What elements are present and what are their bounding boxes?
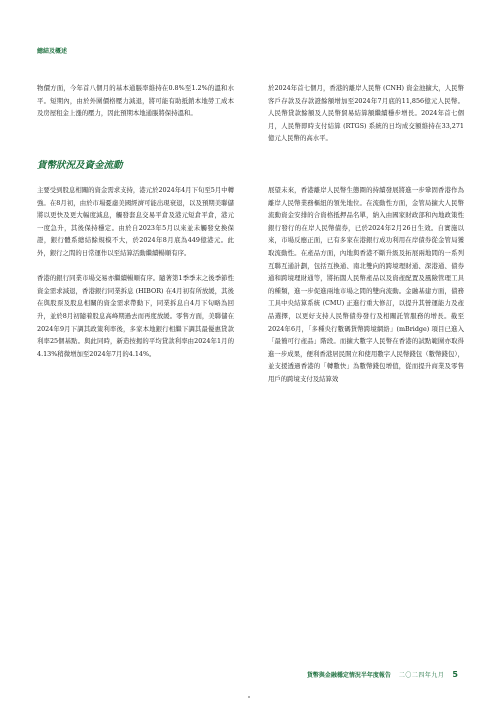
body-paragraph: 香港的銀行同業市場交易亦繼續暢順有序。隨著第1季季末之後季節性資金需求減退，香港銀行同業拆息 (HIBOR) 在4月初有所放緩，其後在與股票及股息相關的資金需求帶動下，同業拆息自4月下旬略為回升，並於8月初隨着股息高峰期過去而再度放緩。零售方面，美聯儲在2024年9月下調其政策利率後，多家本地銀行相繼下調其最優惠貸款利率25個基點。與此同時，新造按揭的平均貸款利率由2024年1月的4.13%稍微增加至2024年7月的4.14%。 [37, 274, 234, 358]
body-left-column [37, 184, 234, 373]
intro-right-column [268, 82, 464, 158]
page-marker-dot [248, 696, 250, 698]
body-paragraph: 主要受到股息相關的資金需求支持，港元於2024年4月下旬至5月中轉強。在8月初，由於市場憂慮美國經濟可能出現衰退，以及預期美聯儲將以更快及更大幅度減息，觸發套息交易平倉及港元短倉平倉，港元一度急升，其後保持穩定。由於自2023年5月以來並未觸發兌換保證，銀行體系總結餘規模不大，於2024年8月底為449億港元。此外，銀行之間的日常運作以至結算活動繼續暢順有序。 [37, 186, 234, 257]
running-header: 總結及概述 [37, 48, 68, 55]
rmb-pool-paragraph: 於2024年首七個月，香港的離岸人民幣 (CNH) 資金池擴大，人民幣客戶存款及存款證餘額增加至2024年7月底的11,856億元人民幣。人民幣貸款餘額及人民幣貿易結算額繼續穩步增長。2024年首七個月，人民幣即時支付結算 (RTGS) 系統的日均成交額維持在33,271億元人民幣的高水平。 [268, 84, 464, 143]
section-title: 貨幣狀況及資金流動 [37, 160, 123, 171]
intro-left-column [37, 82, 234, 132]
report-title: 貨幣與金融穩定情況半年度報告 [306, 672, 391, 679]
inflation-paragraph: 物價方面，今年首八個月的基本通脹率維持在0.8%至1.2%的溫和水平。短期內，由於外圍價格壓力減退，將可能有助抵銷本地勞工成本及房屋租金上漲的壓力，因此預期本地通脹將保持溫和。 [37, 84, 234, 118]
body-paragraph: 展望未來，香港離岸人民幣生態圈的持續發展將進一步鞏固香港作為離岸人民幣業務樞紐的領先地位。在流動性方面，金管局擴大人民幣流動資金安排的合資格抵押品名單，納入由國家財政部和內地政策性銀行發行的在岸人民幣債券，已於2024年2月26日生效。自實施以來，市場反應正面，已有多家在港銀行成功利用在岸債券從金管局獲取流動性。在產品方面，內地與香港不斷升級及拓展兩地間的一系列互聯互通計劃，包括互換通、南北雙向的跨境理財通、深港通、債券通和跨境理財通等，將拓闊人民幣產品以及資產配置及風險管理工具的種類，進一步促進兩地市場之間的雙向流動。金融基建方面，債務工具中央結算系統 (CMU) 正進行重大修訂，以提升其營運能力及產品選擇，以更好支持人民幣債券發行及相關託管服務的增長。截至2024年6月，「多種央行數碼貨幣跨境網絡」(mBridge) 項目已進入「最簡可行產品」階段。而擴大數字人民幣在香港的試點範圍亦取得進一步成果，便利香港居民開立和使用數字人民幣錢包（數幣錢包），並支援透過香港的「轉數快」為數幣錢包增值，從而提升商業及零售用戶的跨境支付及結算效 [268, 186, 464, 383]
page-number: 5 [452, 670, 458, 679]
page-footer [307, 670, 458, 679]
report-date: 二〇二四年九月 [398, 672, 445, 679]
body-right-column [268, 184, 464, 398]
